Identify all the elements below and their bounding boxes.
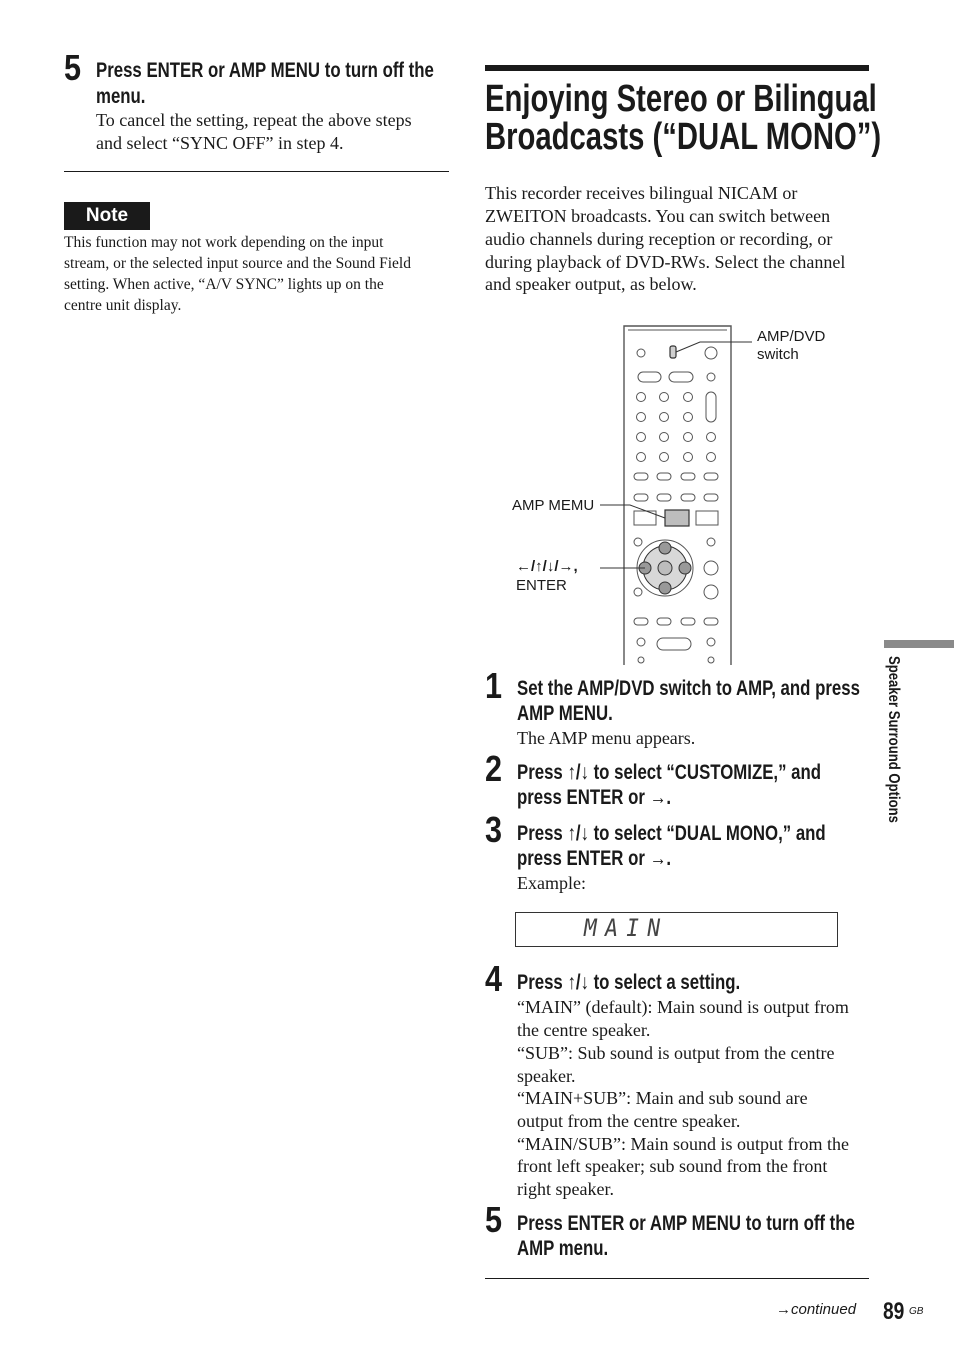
step-heading: press ENTER or →. (517, 847, 672, 870)
step-heading: Press ↑/↓ to select “CUSTOMIZE,” and (517, 761, 822, 784)
step-body: speaker. (517, 1066, 576, 1086)
step-heading: Set the AMP/DVD switch to AMP, and press (517, 677, 860, 700)
step-heading: Press ENTER or AMP MENU to turn off the (96, 59, 434, 82)
note-text: This function may not work depending on the input (64, 234, 384, 251)
step-number: 5 (64, 47, 82, 88)
step-heading: Press ↑/↓ to select “DUAL MONO,” and (517, 822, 826, 845)
page-number: 89 (883, 1298, 905, 1325)
page-title: Enjoying Stereo or Bilingual (485, 78, 877, 120)
step-number: 2 (485, 748, 503, 789)
intro-text: during playback of DVD-RWs. Select the channel (485, 252, 846, 272)
step-body: output from the centre speaker. (517, 1111, 741, 1131)
continued-label: →continued (776, 1301, 857, 1318)
step-heading: Press ENTER or AMP MENU to turn off the (517, 1212, 855, 1235)
step-number: 5 (485, 1199, 503, 1240)
page-suffix: GB (909, 1306, 924, 1317)
figure-label: AMP/DVD (757, 328, 826, 345)
note-text: centre unit display. (64, 297, 182, 314)
figure-label: ←/↑/↓/→, (516, 558, 578, 575)
amp-menu-button (665, 510, 689, 526)
figure-label: AMP MEMU (512, 497, 595, 514)
intro-text: This recorder receives bilingual NICAM or (485, 183, 798, 203)
intro-text: and speaker output, as below. (485, 274, 697, 294)
display-example (515, 912, 838, 947)
divider (64, 171, 449, 172)
step-heading: press ENTER or →. (517, 786, 672, 809)
step-body: right speaker. (517, 1179, 614, 1199)
side-tab-label: Speaker Surround Options (885, 656, 902, 823)
note-badge: Note (64, 202, 150, 230)
step-body: and select “SYNC OFF” in step 4. (96, 133, 344, 153)
step-body: To cancel the setting, repeat the above steps (96, 110, 412, 130)
intro-text: ZWEITON broadcasts. You can switch between (485, 206, 831, 226)
intro-text: audio channels during reception or recording, or (485, 229, 833, 249)
step-number: 1 (485, 665, 503, 706)
step-body: front left speaker; sub sound from the front (517, 1156, 828, 1176)
note-text: stream, or the selected input source and the Sound Field (64, 255, 411, 272)
step-body: “SUB”: Sub sound is output from the centre (517, 1043, 835, 1063)
title-bar (485, 65, 869, 71)
arrow-right-icon: → (776, 1301, 791, 1318)
step-body: the centre speaker. (517, 1020, 651, 1040)
step-body: “MAIN/SUB”: Main sound is output from the (517, 1134, 849, 1154)
divider (485, 1278, 869, 1279)
figure-label: switch (757, 346, 799, 363)
step-body: “MAIN” (default): Main sound is output from (517, 997, 849, 1017)
step-body: “MAIN+SUB”: Main and sub sound are (517, 1088, 808, 1108)
amp-dvd-switch (670, 346, 676, 358)
page-title: Broadcasts (“DUAL MONO”) (485, 116, 882, 158)
step-heading: menu. (96, 85, 146, 108)
step-heading: AMP menu. (517, 1237, 609, 1260)
side-tab-bar (884, 640, 954, 648)
step-heading: Press ↑/↓ to select a setting. (517, 971, 741, 994)
step-number: 3 (485, 809, 503, 850)
step-heading: AMP MENU. (517, 702, 613, 725)
step-body: Example: (517, 873, 586, 893)
step-body: The AMP menu appears. (517, 728, 696, 748)
note-text: setting. When active, “A/V SYNC” lights up on the (64, 276, 384, 293)
display-text: MAIN (581, 914, 671, 942)
figure-label: ENTER (516, 577, 567, 594)
step-number: 4 (485, 958, 503, 999)
remote-control-illustration (500, 320, 840, 665)
